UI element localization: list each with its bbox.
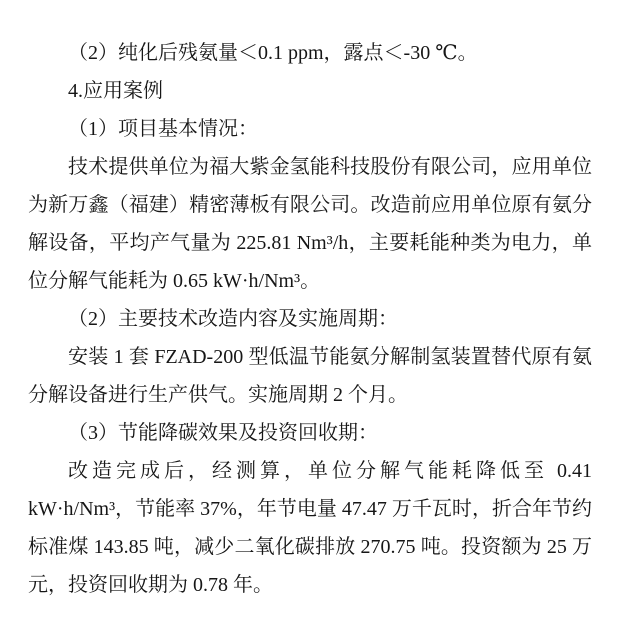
heading-application-case: 4.应用案例 bbox=[68, 80, 163, 102]
document-text-block bbox=[28, 34, 592, 604]
paragraph-energy-saving-results: 改造完成后，经测算，单位分解气能耗降低至 0.41 kW·h/Nm³，节能率 37%，年节电量 47.47 万千瓦时，折合年节约标准煤 143.85 吨，减少二氧化碳排放 270.75 吨。投资额为 25 万元，投资回收期为 0.78 年。 bbox=[28, 460, 592, 596]
heading-energy-saving-results: （3）节能降碳效果及投资回收期： bbox=[68, 422, 378, 444]
paragraph-residual-ammonia-spec: （2）纯化后残氨量＜0.1 ppm，露点＜-30 ℃。 bbox=[68, 42, 478, 64]
heading-technical-modification: （2）主要技术改造内容及实施周期： bbox=[68, 308, 398, 330]
paragraph-project-basic-info: 技术提供单位为福大紫金氢能科技股份有限公司，应用单位为新万鑫（福建）精密薄板有限公司。改造前应用单位原有氨分解设备，平均产气量为 225.81 Nm³/h，主要耗能种类为电力，单位分解气能耗为 0.65 kW·h/Nm³。 bbox=[28, 156, 592, 292]
paragraph-technical-modification: 安装 1 套 FZAD-200 型低温节能氨分解制氢装置替代原有氨分解设备进行生产供气。实施周期 2 个月。 bbox=[28, 346, 592, 406]
heading-project-basic-info: （1）项目基本情况： bbox=[68, 118, 258, 140]
